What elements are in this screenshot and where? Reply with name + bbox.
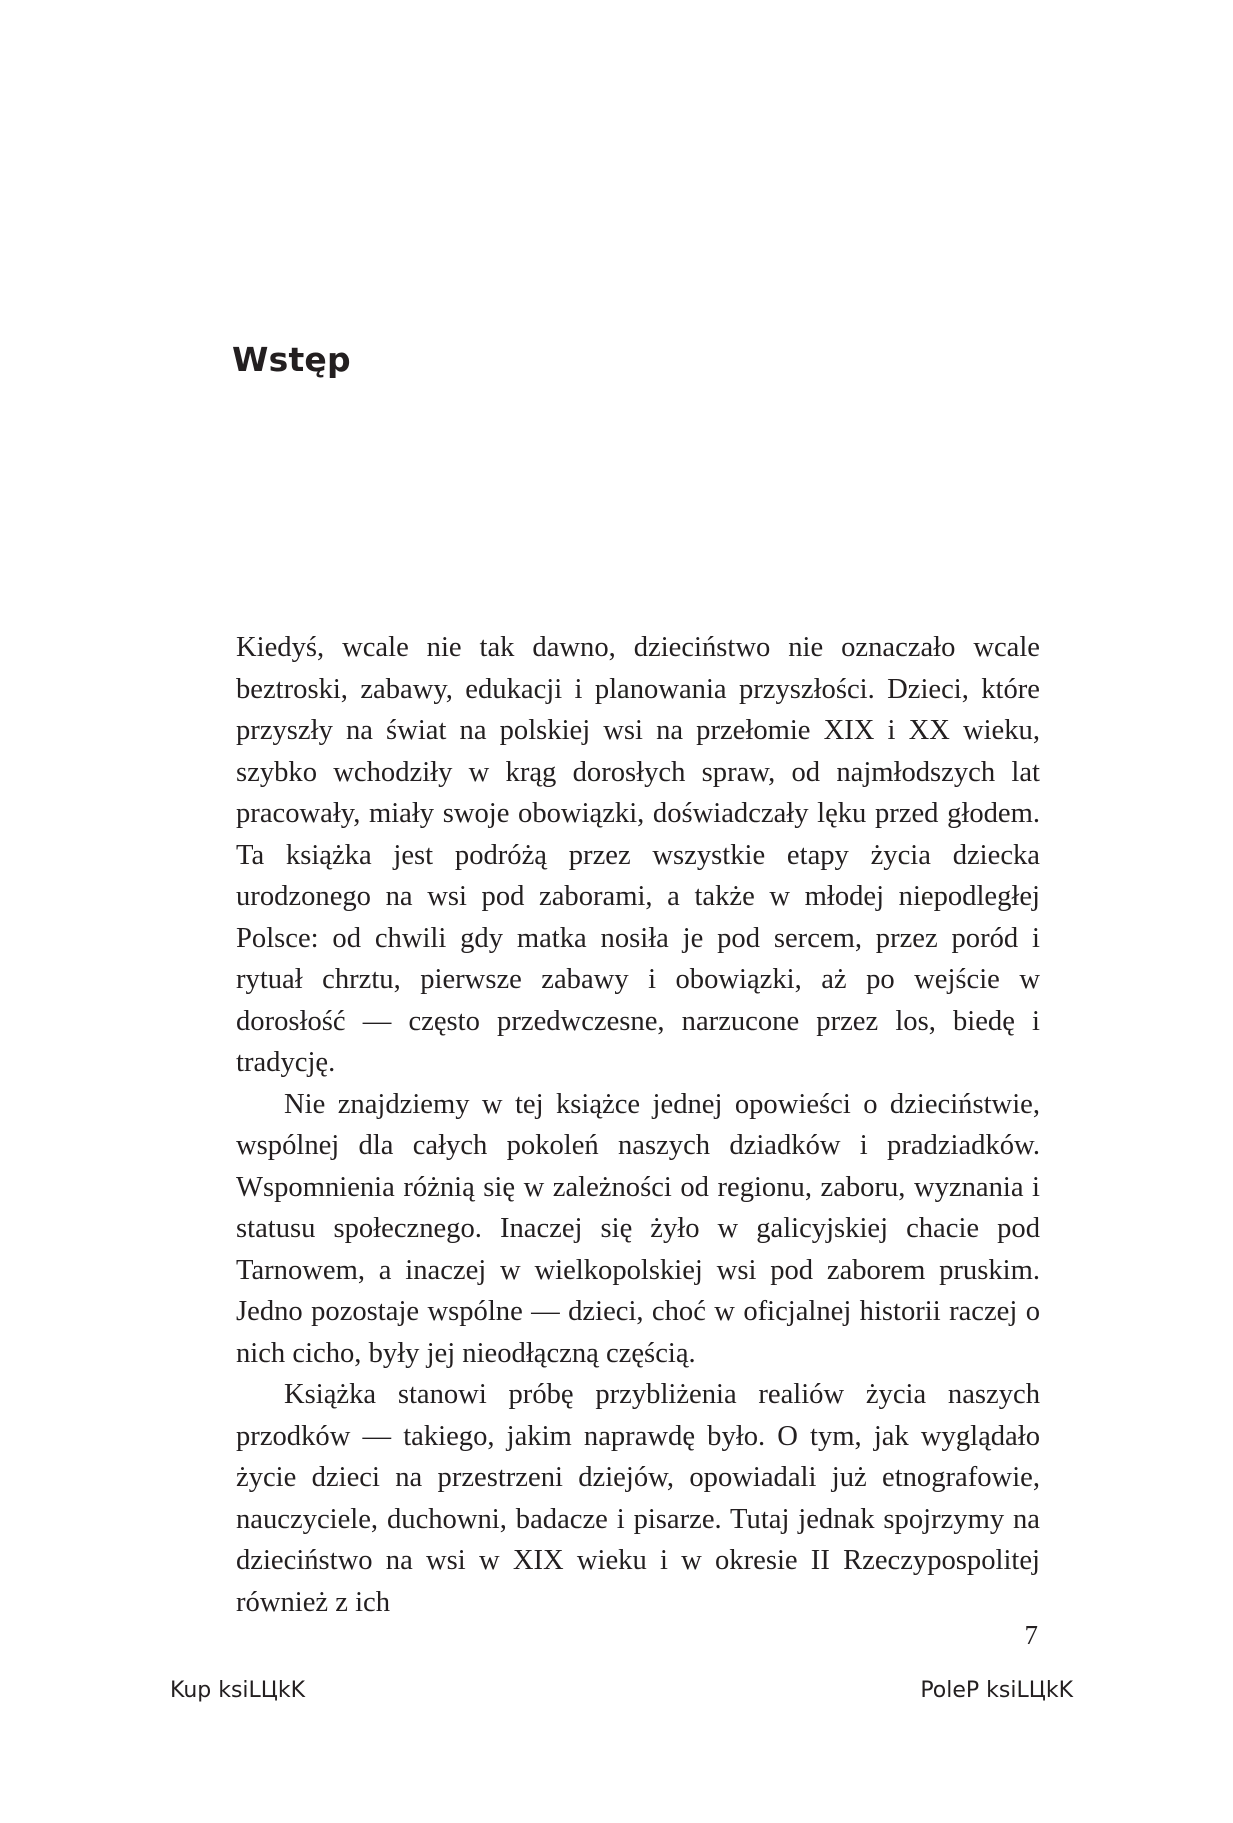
page-number: 7 <box>1024 1620 1038 1650</box>
body-text <box>236 627 1040 1623</box>
chapter-title: Wstęp <box>232 340 351 379</box>
paragraph-1: Kiedyś, wcale nie tak dawno, dzieciństwo nie oznaczało wcale beztroski, zabawy, edukacji i planowania przyszłości. Dzieci, które przyszły na świat na polskiej wsi na przełomie XIX i XX wieku, szybko wchodziły w krąg dorosłych spraw, od najmłodszych lat pracowały, miały swoje obowiązki, doświadczały lęku przed głodem. Ta książka jest podróżą przez wszystkie etapy życia dziecka urodzonego na wsi pod zaborami, a także w młodej niepodległej Polsce: od chwili gdy matka nosiła je pod sercem, przez poród i rytuał chrztu, pierwsze zabawy i obowiązki, aż po wejście w dorosłość — często przedwczesne, narzucone przez los, biedę i tradycję. <box>236 632 1040 1078</box>
recommend-book-link[interactable]: PoleP ksiLЦkK <box>920 1678 1073 1703</box>
paragraph-2: Nie znajdziemy w tej książce jednej opowieści o dzieciństwie, wspólnej dla całych pokoleń naszych dziadków i pradziadków. Wspomnienia różnią się w zależności od regionu, zaboru, wyznania i statusu społecznego. Inaczej się żyło w galicyjskiej chacie pod Tarnowem, a inaczej w wielkopolskiej wsi pod zaborem pruskim. Jedno pozostaje wspólne — dzieci, choć w oficjalnej historii raczej o nich cicho, były jej nieodłączną częścią. <box>236 1088 1040 1369</box>
paragraph-3: Książka stanowi próbę przybliżenia realiów życia naszych przodków — takiego, jakim naprawdę było. O tym, jak wyglądało życie dzieci na przestrzeni dziejów, opowiadali już etnografowie, nauczyciele, duchowni, badacze i pisarze. Tutaj jednak spojrzymy na dzieciństwo na wsi w XIX wieku i w okresie II Rzeczypospolitej również z ich <box>236 1379 1040 1618</box>
buy-book-link[interactable]: Kup ksiLЦkK <box>170 1678 306 1703</box>
